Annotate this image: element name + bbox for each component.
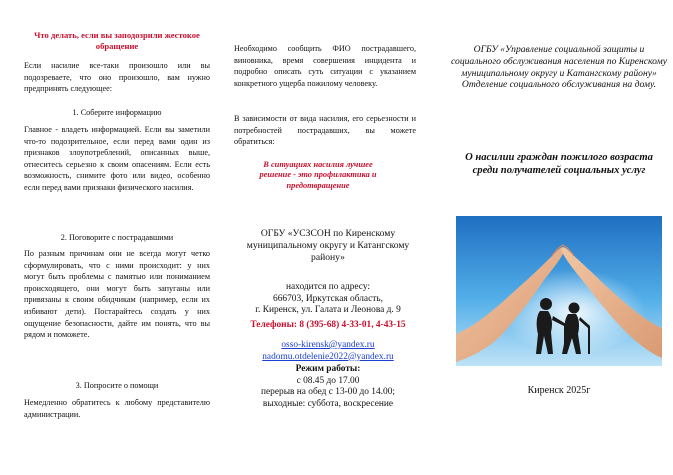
panel-cover bbox=[448, 0, 670, 475]
prevention-slogan: В ситуациях насилия лучшее решение - это профилактика и предотвращение bbox=[259, 160, 377, 190]
cover-org-name: ОГБУ «Управление социальной защиты и социального обслуживания населения по Киренскому муниципальному округу и Катангскому району» bbox=[451, 44, 667, 79]
contact-intro: В зависимости от вида насилия, его серьезности и потребностей пострадавших, вы можете обратиться: bbox=[234, 114, 416, 147]
cover-illustration bbox=[456, 216, 662, 366]
panel-middle bbox=[230, 0, 426, 475]
step2-heading: 2. Поговорите с пострадавшими bbox=[60, 233, 174, 242]
cover-department: Отделение социального обслуживания на дому. bbox=[461, 79, 657, 91]
email-link-1[interactable]: osso-kirensk@yandex.ru bbox=[281, 340, 375, 350]
working-hours bbox=[230, 364, 426, 410]
email-block bbox=[230, 340, 426, 363]
section-title: Что делать, если вы заподозрили жестокое обращение bbox=[34, 30, 200, 51]
address-label: находится по адресу: bbox=[285, 282, 370, 292]
address-line-1: 666703, Иркутская область, bbox=[273, 293, 383, 304]
organization-name: ОГБУ «УСЗСОН по Киренскому муниципальному округу и Катангскому району» bbox=[246, 228, 410, 263]
hours-title: Режим работы: bbox=[295, 364, 361, 374]
cover-heading: О насилии граждан пожилого возраста среди получателей социальных услуг bbox=[465, 152, 653, 176]
address-block bbox=[230, 282, 426, 317]
step3-heading: 3. Попросите о помощи bbox=[75, 381, 159, 390]
city-year: Киренск 2025г bbox=[527, 385, 591, 396]
address-line-2: г. Киренск, ул. Галата и Леонова д. 9 bbox=[255, 305, 401, 316]
intro-paragraph: Если насилие все-таки произошло или вы подозреваете, что оно произошло, вам нужно предпринять следующее: bbox=[24, 61, 210, 94]
step3-text: Немедленно обратитесь к любому представителю администрации. bbox=[24, 398, 210, 419]
hours-line-3: выходные: суббота, воскресение bbox=[262, 398, 394, 409]
step2-text: По разным причинам они не всегда могут четко сформулировать, что с ними происходит: у них могут быть проблемы с памятью или пониманием происходящего, они могут быть запуганы или привязаны к своим обидчикам (например, если их избивают дети). Постарайтесь создать у них ощущение безопасности, дайте им понять, что вы рядом и поможете. bbox=[24, 249, 210, 340]
cover-organization bbox=[448, 44, 670, 91]
hands-roof-illustration bbox=[456, 216, 662, 366]
email-link-2[interactable]: nadomu.otdelenie2022@yandex.ru bbox=[262, 351, 394, 362]
hours-line-1: с 08.45 до 17.00 bbox=[296, 375, 360, 386]
step1-text: Главное - владеть информацией. Если вы заметили что-то подозрительное, если перед вами один из признаков злоупотреблений, описанных выше, отнеситесь серьезно к своим опасениям. Если есть возможность, снимите фото или видео, особенно если перед вами признаки физического насилия. bbox=[24, 125, 210, 192]
panel-left bbox=[24, 0, 210, 475]
hours-line-2: перерыв на обед с 13-00 до 14.00; bbox=[260, 387, 395, 398]
report-instructions: Необходимо сообщить ФИО пострадавшего, виновника, время совершения инцидента и подробно описать суть ситуации с указанием конкретного ущерба пожилому человеку. bbox=[234, 44, 416, 88]
phone-numbers: Телефоны: 8 (395-68) 4-33-01, 4-43-15 bbox=[250, 320, 406, 330]
step1-heading: 1. Соберите информацию bbox=[72, 108, 162, 117]
